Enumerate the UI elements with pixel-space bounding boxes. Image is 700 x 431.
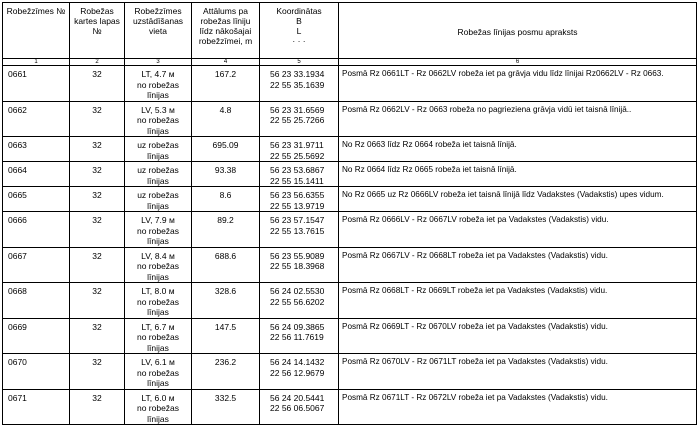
map-sheet-cell: 32: [70, 247, 125, 283]
segment-description-cell: No Rz 0663 līdz Rz 0664 robeža iet taisnā līnijā.: [339, 137, 697, 162]
coordinates-cell: [260, 354, 339, 390]
header-coordinates-dots: · · ·: [292, 36, 306, 46]
column-number: 1: [3, 59, 70, 66]
installation-place-cell: [125, 318, 192, 354]
installation-note: no robežas līnijas: [136, 403, 180, 424]
coordinate-l: 22 55 35.1639: [270, 79, 325, 90]
header-map-sheet-number: Robežas kartes lapas №: [70, 3, 125, 59]
distance-cell: 167.2: [192, 66, 260, 102]
table-row: [3, 212, 697, 248]
coordinate-b: 56 23 53.6867: [270, 165, 325, 175]
installation-side-offset: LT, 6.0 м: [141, 392, 175, 403]
map-sheet-cell: 32: [70, 318, 125, 354]
marker-number-cell: 0666: [3, 212, 70, 248]
coordinates-cell: [260, 187, 339, 212]
marker-number-cell: 0667: [3, 247, 70, 283]
installation-place-cell: [125, 354, 192, 390]
coordinate-l: 22 55 56.6202: [270, 296, 325, 307]
distance-cell: 695.09: [192, 137, 260, 162]
distance-cell: 8.6: [192, 187, 260, 212]
coordinate-l: 22 55 18.3968: [270, 261, 325, 271]
segment-description-cell: No Rz 0664 līdz Rz 0665 robeža iet taisnā līnijā.: [339, 162, 697, 187]
installation-side-offset: LT, 6.7 м: [141, 321, 175, 332]
installation-note: no robežas līnijas: [136, 332, 180, 353]
installation-place-cell: [125, 389, 192, 425]
header-row: [3, 3, 697, 59]
coordinates-cell: [260, 283, 339, 319]
table-row: [3, 354, 697, 390]
table-row: [3, 101, 697, 137]
marker-number-cell: 0665: [3, 187, 70, 212]
coordinate-l: 22 55 15.1411: [270, 175, 324, 186]
marker-number-cell: 0664: [3, 162, 70, 187]
installation-place-cell: [125, 66, 192, 102]
installation-place-cell: [125, 162, 192, 187]
header-coordinates-title: Koordinātas: [276, 6, 322, 16]
installation-note: no robežas līnijas: [136, 225, 180, 246]
coordinate-b: 56 23 31.6569: [270, 104, 325, 115]
table-body: [3, 66, 697, 425]
distance-cell: 93.38: [192, 162, 260, 187]
segment-description-cell: Posmā Rz 0662LV - Rz 0663 robeža no pagrieziena grāvja vidū iet taisnā līnijā..: [339, 101, 697, 137]
coordinates-cell: [260, 389, 339, 425]
map-sheet-cell: 32: [70, 354, 125, 390]
map-sheet-cell: 32: [70, 137, 125, 162]
installation-note: no robežas līnijas: [136, 115, 180, 136]
coordinate-l: 22 56 11.7619: [270, 332, 324, 342]
column-number: 4: [192, 59, 260, 66]
installation-note: no robežas līnijas: [136, 296, 180, 317]
coordinate-b: 56 24 02.5530: [270, 286, 325, 296]
boundary-marker-table: [2, 2, 697, 425]
coordinate-l: 22 55 13.9719: [270, 200, 325, 211]
coordinate-l: 22 55 13.7615: [270, 225, 325, 236]
table-row: [3, 187, 697, 212]
table-row: [3, 66, 697, 102]
distance-cell: 4.8: [192, 101, 260, 137]
coordinate-b: 56 24 14.1432: [270, 357, 325, 367]
table-row: [3, 283, 697, 319]
coordinates-cell: [260, 162, 339, 187]
coordinate-b: 56 24 20.5441: [270, 392, 325, 403]
distance-cell: 688.6: [192, 247, 260, 283]
map-sheet-cell: 32: [70, 162, 125, 187]
coordinates-cell: [260, 212, 339, 248]
map-sheet-cell: 32: [70, 101, 125, 137]
map-sheet-cell: 32: [70, 283, 125, 319]
marker-number-cell: 0661: [3, 66, 70, 102]
installation-place-cell: [125, 283, 192, 319]
installation-place-cell: [125, 137, 192, 162]
column-number: 2: [70, 59, 125, 66]
distance-cell: 147.5: [192, 318, 260, 354]
distance-cell: 332.5: [192, 389, 260, 425]
segment-description-cell: Posmā Rz 0666LV - Rz 0667LV robeža iet pa Vadakstes (Vadakstis) vidu.: [339, 212, 697, 248]
table-row: [3, 137, 697, 162]
installation-side-offset: uz robežas līnijas: [137, 165, 179, 186]
coordinate-b: 56 23 56.6355: [270, 190, 325, 200]
table-row: [3, 318, 697, 354]
segment-description-cell: Posmā Rz 0669LT - Rz 0670LV robeža iet pa Vadakstes (Vadakstis) vidu.: [339, 318, 697, 354]
installation-note: no robežas līnijas: [136, 79, 180, 100]
installation-note: no robežas līnijas: [136, 367, 180, 388]
installation-side-offset: LV, 5.3 м: [141, 104, 175, 115]
installation-place-cell: [125, 187, 192, 212]
header-coordinates: [260, 3, 339, 59]
coordinate-b: 56 23 57.1547: [270, 215, 325, 225]
coordinates-cell: [260, 318, 339, 354]
installation-side-offset: LT, 8.0 м: [141, 286, 175, 296]
coordinate-l: 22 55 25.7266: [270, 115, 325, 125]
segment-description-cell: Posmā Rz 0670LV - Rz 0671LT robeža iet pa Vadakstes (Vadakstis) vidu.: [339, 354, 697, 390]
coordinates-cell: [260, 247, 339, 283]
installation-note: no robežas līnijas: [136, 261, 180, 282]
coordinate-l: 22 56 06.5067: [270, 403, 325, 413]
installation-side-offset: LV, 8.4 м: [141, 250, 175, 261]
coordinate-l: 22 56 12.9679: [270, 367, 325, 378]
coordinates-cell: [260, 137, 339, 162]
map-sheet-cell: 32: [70, 66, 125, 102]
column-number: 5: [260, 59, 339, 66]
table-row: [3, 247, 697, 283]
header-coordinates-l: L: [296, 26, 302, 36]
header-coordinates-b: B: [296, 16, 302, 26]
table-row: [3, 389, 697, 425]
installation-place-cell: [125, 101, 192, 137]
header-description: Robežas līnijas posmu apraksts: [339, 3, 697, 59]
table-row: [3, 162, 697, 187]
marker-number-cell: 0670: [3, 354, 70, 390]
column-number: 6: [339, 59, 697, 66]
marker-number-cell: 0669: [3, 318, 70, 354]
column-number: 3: [125, 59, 192, 66]
coordinates-cell: [260, 66, 339, 102]
column-number-row: [3, 59, 697, 66]
coordinate-b: 56 24 09.3865: [270, 321, 325, 332]
map-sheet-cell: 32: [70, 389, 125, 425]
coordinates-cell: [260, 101, 339, 137]
map-sheet-cell: 32: [70, 212, 125, 248]
installation-side-offset: uz robežas līnijas: [137, 140, 179, 161]
marker-number-cell: 0663: [3, 137, 70, 162]
segment-description-cell: Posmā Rz 0667LV - Rz 0668LT robeža iet pa Vadakstes (Vadakstis) vidu.: [339, 247, 697, 283]
marker-number-cell: 0671: [3, 389, 70, 425]
marker-number-cell: 0668: [3, 283, 70, 319]
header-installation-place: Robežzīmes uzstādīšanas vieta: [125, 3, 192, 59]
installation-side-offset: LT, 4.7 м: [141, 69, 175, 79]
segment-description-cell: Posmā Rz 0668LT - Rz 0669LT robeža iet pa Vadakstes (Vadakstis) vidu.: [339, 283, 697, 319]
distance-cell: 328.6: [192, 283, 260, 319]
installation-place-cell: [125, 247, 192, 283]
coordinate-l: 22 55 25.5692: [270, 150, 325, 161]
header-marker-number: Robežzīmes №: [3, 3, 70, 59]
segment-description-cell: Posmā Rz 0661LT - Rz 0662LV robeža iet pa grāvja vidu līdz līnijai Rz0662LV - Rz 0663.: [339, 66, 697, 102]
coordinate-b: 56 23 33.1934: [270, 69, 325, 79]
map-sheet-cell: 32: [70, 187, 125, 212]
installation-side-offset: LV, 7.9 м: [141, 215, 175, 225]
coordinate-b: 56 23 31.9711: [270, 140, 324, 150]
boundary-marker-table-page: [2, 2, 696, 425]
distance-cell: 236.2: [192, 354, 260, 390]
coordinate-b: 56 23 55.9089: [270, 250, 325, 261]
installation-place-cell: [125, 212, 192, 248]
marker-number-cell: 0662: [3, 101, 70, 137]
installation-side-offset: LV, 6.1 м: [141, 357, 175, 367]
installation-side-offset: uz robežas līnijas: [137, 190, 179, 211]
segment-description-cell: No Rz 0665 uz Rz 0666LV robeža iet taisnā līnijā līdz Vadakstes (Vadakstis) upes vidum.: [339, 187, 697, 212]
header-distance: Attālums pa robežas līniju līdz nākošajai robežzīmei, m: [192, 3, 260, 59]
distance-cell: 89.2: [192, 212, 260, 248]
segment-description-cell: Posmā Rz 0671LT - Rz 0672LV robeža iet pa Vadakstes (Vadakstis) vidu.: [339, 389, 697, 425]
